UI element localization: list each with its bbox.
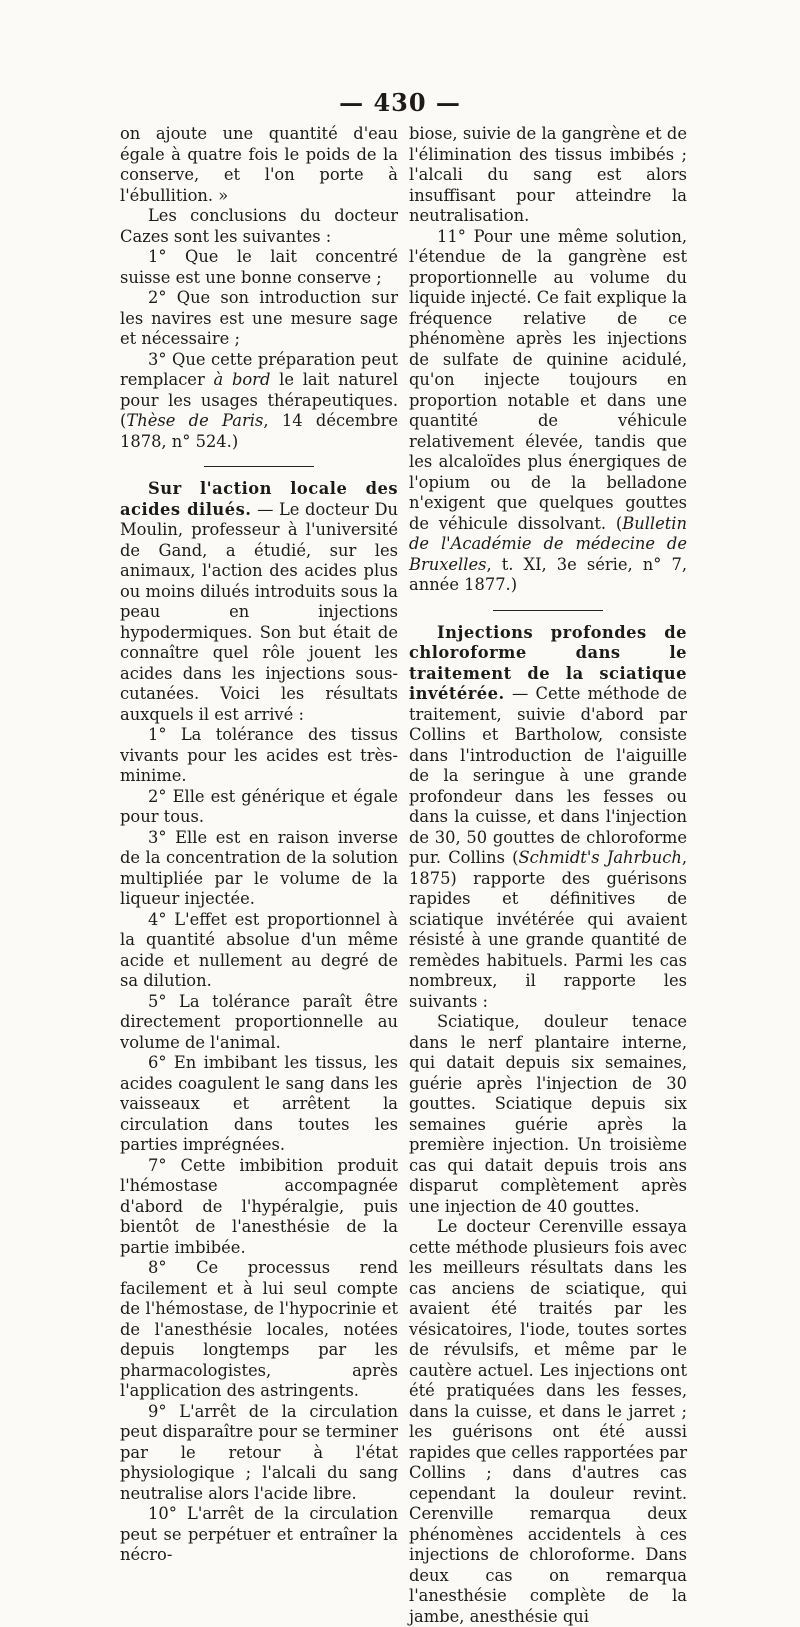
paragraph: 1° Que le lait concentré suisse est une bonne conserve ; [120, 247, 398, 287]
text-run: , t. XI, 3e série, n° 7, année 1877.) [409, 554, 687, 594]
text-run: 11° Pour une même solution, l'étendue de la gangrène est proportionnelle au volume du liquide injecté. Ce fait explique la fréquence relative de ce phénomène après les injections de sulfate de quinine acidulé, qu'on injecte toujours en proportion notable et dans une quantité de véhicule relativement élevée, tandis que les alcaloïdes plus énergiques de l'opium ou de la belladone n'exigent que quelques gouttes de véhicule dissolvant. ( [409, 226, 687, 533]
paragraph: Sciatique, douleur tenace dans le nerf plantaire interne, qui datait depuis six semaines, guérie après l'injection de 30 gouttes. Sciatique depuis six semaines guérie après la première injection. Un troisième cas qui datait depuis trois ans disparut complètement après une injection de 40 gouttes. [409, 1012, 687, 1216]
paragraph: 1° La tolérance des tissus vivants pour les acides est très-minime. [120, 725, 398, 785]
section-paragraph [409, 623, 687, 1013]
italic-citation: Bulletin de l'Académie de médecine de Bruxelles [409, 513, 687, 574]
paragraph: 9° L'arrêt de la circulation peut disparaître pour se terminer par le retour à l'état physiologique ; l'alcali du sang neutralise alors l'acide libre. [120, 1401, 398, 1503]
section-divider [493, 610, 603, 611]
left-column [120, 124, 398, 1566]
italic-text: à bord [213, 370, 271, 389]
text-run: — Le docteur Du Moulin, professeur à l'université de Gand, a étudié, sur les animaux, l'action des acides plus ou moins dilués introduits sous la peau en injections hypodermiques. Son but était de connaître quel rôle jouent les acides dans les injections sous-cutanées. Voici les résultats auxquels il est arrivé : [120, 499, 398, 724]
paragraph: Les conclusions du docteur Cazes sont les suivantes : [120, 206, 398, 246]
paragraph [409, 227, 687, 596]
paragraph: 4° L'effet est proportionnel à la quantité absolue d'un même acide et nullement au degré de sa dilution. [120, 909, 398, 990]
paragraph [120, 350, 398, 453]
paragraph: Le docteur Cerenville essaya cette méthode plusieurs fois avec les meilleurs résultats dans les cas anciens de sciatique, qui avaient été traités par les vésicatoires, l'iode, toutes sortes de révulsifs, et même par le cautère actuel. Les injections ont été pratiquées dans les fesses, dans la cuisse, et dans le jarret ; les guérisons ont été aussi rapides que celles rapportées par Collins ; dans d'autres cas cependant la douleur revint. Cerenville remarqua deux phénomènes accidentels à ces injections de chloroforme. Dans deux cas on remarqua l'anesthésie complète de la jambe, anesthésie qui [409, 1217, 687, 1626]
paragraph: 3° Elle est en raison inverse de la concentration de la solution multipliée par le volume de la liqueur injectée. [120, 827, 398, 908]
paragraph: 10° L'arrêt de la circulation peut se perpétuer et entraîner la nécro- [120, 1504, 398, 1564]
text-run: le lait naturel pour les usages thérapeutiques. ( [120, 370, 398, 430]
italic-citation: Schmidt's Jahrbuch [518, 848, 682, 867]
paragraph: 2° Que son introduction sur les navires est une mesure sage et nécessaire ; [120, 288, 398, 348]
paragraph: 7° Cette imbibition produit l'hémostase accompagnée d'abord de l'hypéralgie, puis bientôt de l'anesthésie de la partie imbibée. [120, 1155, 398, 1257]
italic-citation: Thèse de Paris [126, 411, 264, 430]
section-heading: Injections profondes de chloroforme dans le traitement de la sciatique invétérée. [409, 622, 687, 703]
section-heading: Sur l'action locale des acides dilués. [120, 479, 398, 519]
text-run: — Cette méthode de traitement, suivie d'abord par Collins et Bartholow, consiste dans l'introduction de l'aiguille de la seringue à une grande profondeur dans les fesses ou dans la cuisse, et dans l'injection de 30, 50 gouttes de chloroforme pur. Collins ( [409, 684, 687, 867]
paragraph: 2° Elle est générique et égale pour tous. [120, 786, 398, 826]
text-run: 3° Que cette préparation peut remplacer [120, 349, 398, 389]
paragraph: 5° La tolérance paraît être directement proportionnelle au volume de l'animal. [120, 991, 398, 1052]
section-divider [204, 466, 314, 467]
section-paragraph [120, 479, 398, 725]
paragraph: 8° Ce processus rend facilement et à lui seul compte de l'hémostase, de l'hypocrinie et de l'anesthésie locales, notées depuis longtemps par les pharmacologistes, après l'application des astringents. [120, 1258, 398, 1400]
paragraph: on ajoute une quantité d'eau égale à quatre fois le poids de la conserve, et l'on porte à l'ébullition. » [120, 124, 398, 205]
paragraph: 6° En imbibant les tissus, les acides coagulent le sang dans les vaisseaux et arrêtent la circulation dans toutes les parties imprégnées. [120, 1053, 398, 1154]
page-number: — 430 — [339, 88, 461, 117]
right-column [409, 124, 687, 1627]
text-run: , 14 décembre 1878, n° 524.) [120, 411, 398, 451]
paragraph: biose, suivie de la gangrène et de l'élimination des tissus imbibés ; l'alcali du sang est alors insuffisant pour atteindre la neutralisation. [409, 124, 687, 225]
text-run: , 1875) rapporte des guérisons rapides et définitives de sciatique invétérée qui avaient résisté à une grande quantité de remèdes habituels. Parmi les cas nombreux, il rapporte les suivants : [409, 848, 687, 1011]
